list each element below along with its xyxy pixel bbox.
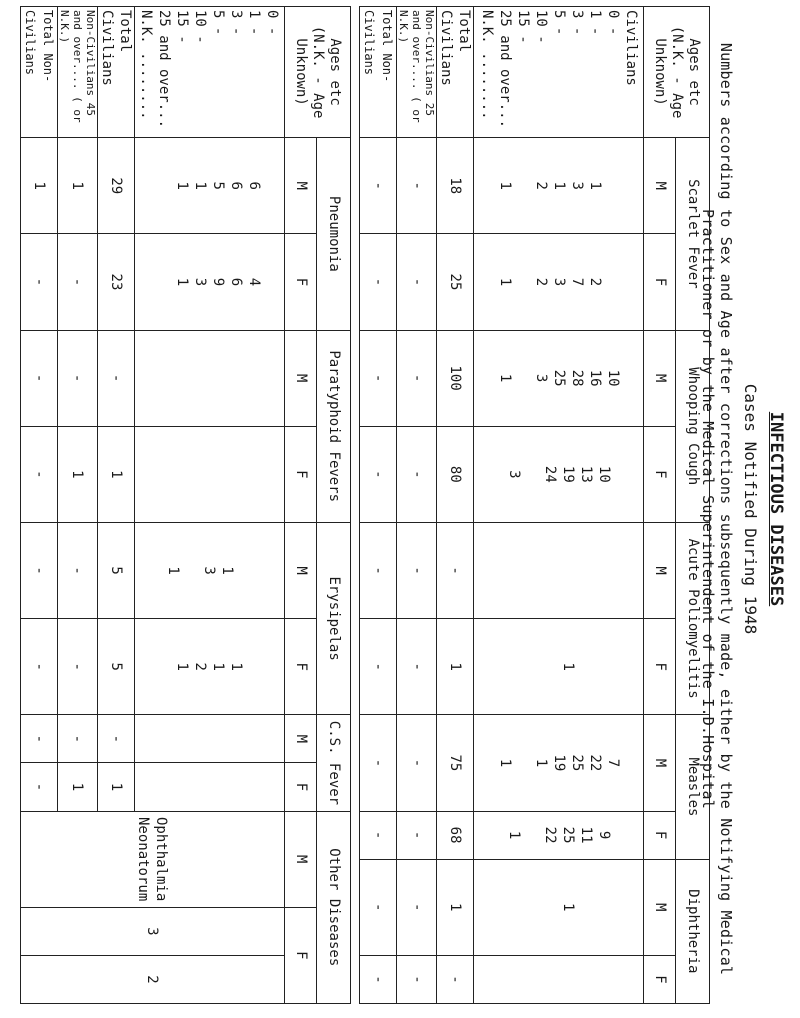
polio-m-ages xyxy=(474,522,644,618)
polio-m-total: - xyxy=(437,522,474,618)
sex-f: F xyxy=(285,907,317,1003)
erysipelas-m-ages: 1 3 1 xyxy=(135,522,285,618)
diphtheria-f-ages xyxy=(474,955,644,1003)
sex-m: M xyxy=(285,522,317,618)
infectious-diseases-table xyxy=(20,6,710,1004)
section2-age-rows xyxy=(135,7,285,1004)
sex-m: M xyxy=(285,715,317,763)
sex-f: F xyxy=(644,234,676,330)
diphtheria-f-nc: - xyxy=(397,955,437,1003)
polio-m-tnc: - xyxy=(360,522,397,618)
sex-m: M xyxy=(285,811,317,907)
diphtheria-f-tnc: - xyxy=(360,955,397,1003)
ophthalmia-neonatorum-label: Ophthalmia Neonatorum xyxy=(21,811,285,907)
section1-sex-row xyxy=(644,7,676,1004)
sex-m: M xyxy=(644,859,676,955)
scarlet-m-ages: 1 3 1 2 1 xyxy=(474,138,644,234)
sex-f: F xyxy=(644,811,676,859)
total-non-civilians-label: Total Non-Civilians xyxy=(360,7,397,138)
section1-total-civilians-row xyxy=(437,7,474,1004)
measles-f-total: 68 xyxy=(437,811,474,859)
scarlet-f-nc: - xyxy=(397,234,437,330)
scarlet-f-total: 25 xyxy=(437,234,474,330)
paratyphoid-f-ages xyxy=(135,426,285,522)
scarlet-m-total: 18 xyxy=(437,138,474,234)
paratyphoid-m-tnc: - xyxy=(21,330,58,426)
measles-m-tnc: - xyxy=(360,715,397,811)
measles-f-ages: 9 11 25 22 1 xyxy=(474,811,644,859)
erysipelas-m-total: 5 xyxy=(98,522,135,618)
sex-f: F xyxy=(644,619,676,715)
explanatory-note: Numbers according to Sex and Age after corrections subsequently made, either by the Notifying Medical Practitioner or by the Medical Superintendent of the I.D.Hospital xyxy=(699,42,735,976)
age-group-labels-2: 0 - 1 - 3 - 5 - 10 - 15 - 25 and over... N.K. ........ xyxy=(135,7,285,138)
erysipelas-f-total: 5 xyxy=(98,619,135,715)
sex-m: M xyxy=(644,522,676,618)
non-civilians-label: Non-Civilians 25 and over.... ( or N.K.) xyxy=(397,7,437,138)
diphtheria-m-tnc: - xyxy=(360,859,397,955)
erysipelas-f-tnc: - xyxy=(21,619,58,715)
diphtheria-m-ages: 1 xyxy=(474,859,644,955)
disease-whooping-cough: Whooping Cough xyxy=(676,330,710,522)
csfever-m-ages xyxy=(135,715,285,763)
whooping-m-ages: 10 16 28 25 3 1 xyxy=(474,330,644,426)
csfever-f-total: 1 xyxy=(98,763,135,811)
measles-m-total: 75 xyxy=(437,715,474,811)
main-title: INFECTIOUS DISEASES xyxy=(766,411,786,607)
subtitle: Cases Notified During 1948 xyxy=(741,383,760,635)
age-rows: 0 - 1 - 3 - 5 - 10 - 15 - 25 and over... N.K. ........ xyxy=(478,10,621,129)
sex-f: F xyxy=(285,619,317,715)
gap-cell xyxy=(351,7,360,1004)
sex-m: M xyxy=(285,330,317,426)
whooping-f-ages: 10 13 19 24 3 xyxy=(474,426,644,522)
csfever-m-nc: - xyxy=(58,715,98,763)
diphtheria-f-total: - xyxy=(437,955,474,1003)
polio-m-nc: - xyxy=(397,522,437,618)
csfever-f-tnc: - xyxy=(21,763,58,811)
pneumonia-m-tnc: 1 xyxy=(21,138,58,234)
section1-non-civilians-row xyxy=(397,7,437,1004)
pneumonia-m-total: 29 xyxy=(98,138,135,234)
whooping-m-total: 100 xyxy=(437,330,474,426)
erysipelas-f-nc: - xyxy=(58,619,98,715)
civilians-label: Civilians xyxy=(622,10,639,86)
paratyphoid-m-total: - xyxy=(98,330,135,426)
erysipelas-f-ages: 1 1 2 1 xyxy=(135,619,285,715)
sex-f: F xyxy=(285,234,317,330)
measles-m-nc: - xyxy=(397,715,437,811)
section2-disease-header-row xyxy=(317,7,351,1004)
other-m: 3 xyxy=(21,907,285,955)
pneumonia-m-ages: 6 6 5 1 1 xyxy=(135,138,285,234)
erysipelas-m-tnc: - xyxy=(21,522,58,618)
whooping-m-tnc: - xyxy=(360,330,397,426)
csfever-m-total: - xyxy=(98,715,135,763)
ages-header-2: Ages etc (N.K. - Age Unknown) xyxy=(285,7,351,138)
scarlet-m-tnc: - xyxy=(360,138,397,234)
sex-m: M xyxy=(644,138,676,234)
polio-f-total: 1 xyxy=(437,619,474,715)
disease-scarlet-fever: Scarlet Fever xyxy=(676,138,710,330)
sex-f: F xyxy=(644,955,676,1003)
total-non-civilians-label: Total Non-Civilians xyxy=(21,7,58,138)
total-civilians-label: Total Civilians xyxy=(98,7,135,138)
pneumonia-f-ages: 4 6 9 3 1 xyxy=(135,234,285,330)
diphtheria-m-total: 1 xyxy=(437,859,474,955)
paratyphoid-m-nc: - xyxy=(58,330,98,426)
csfever-f-ages xyxy=(135,763,285,811)
scarlet-m-nc: - xyxy=(397,138,437,234)
sex-m: M xyxy=(644,330,676,426)
sex-m: M xyxy=(644,715,676,811)
age-group-labels-1 xyxy=(474,7,644,138)
sex-f: F xyxy=(285,426,317,522)
pneumonia-m-nc: 1 xyxy=(58,138,98,234)
section1-disease-header-row xyxy=(676,7,710,1004)
whooping-f-total: 80 xyxy=(437,426,474,522)
whooping-f-tnc: - xyxy=(360,426,397,522)
non-civilians-label: Non-Civilians 45 and over.... ( or N.K.) xyxy=(58,7,98,138)
disease-cs-fever: C.S. Fever xyxy=(317,715,351,811)
disease-diphtheria: Diphtheria xyxy=(676,859,710,1003)
diphtheria-m-nc: - xyxy=(397,859,437,955)
pneumonia-f-nc: - xyxy=(58,234,98,330)
section2-sex-row xyxy=(285,7,317,1004)
ages-header-1: Ages etc (N.K. - Age Unknown) xyxy=(644,7,710,138)
disease-pneumonia: Pneumonia xyxy=(317,138,351,330)
measles-f-nc: - xyxy=(397,811,437,859)
paratyphoid-f-nc: 1 xyxy=(58,426,98,522)
section1-age-rows xyxy=(474,7,644,1004)
polio-f-tnc: - xyxy=(360,619,397,715)
paratyphoid-f-tnc: - xyxy=(21,426,58,522)
total-civilians-label: Total Civilians xyxy=(437,7,474,138)
polio-f-ages: 1 xyxy=(474,619,644,715)
csfever-f-nc: 1 xyxy=(58,763,98,811)
disease-acute-poliomyelitis: Acute Poliomyelitis xyxy=(676,522,710,714)
other-diseases-header: Other Diseases xyxy=(317,811,351,1003)
measles-m-ages: 7 22 25 19 1 1 xyxy=(474,715,644,811)
disease-paratyphoid-fevers: Paratyphoid Fevers xyxy=(317,330,351,522)
scarlet-f-tnc: - xyxy=(360,234,397,330)
pneumonia-f-tnc: - xyxy=(21,234,58,330)
paratyphoid-m-ages xyxy=(135,330,285,426)
whooping-f-nc: - xyxy=(397,426,437,522)
title-block xyxy=(699,0,790,1018)
polio-f-nc: - xyxy=(397,619,437,715)
erysipelas-m-nc: - xyxy=(58,522,98,618)
disease-erysipelas: Erysipelas xyxy=(317,522,351,714)
paratyphoid-f-total: 1 xyxy=(98,426,135,522)
pneumonia-f-total: 23 xyxy=(98,234,135,330)
csfever-m-tnc: - xyxy=(21,715,58,763)
sex-f: F xyxy=(285,763,317,811)
measles-f-tnc: - xyxy=(360,811,397,859)
section-gap xyxy=(351,7,360,1004)
section1-total-non-civilians-row xyxy=(360,7,397,1004)
sex-m: M xyxy=(285,138,317,234)
scarlet-f-ages: 2 7 3 2 1 xyxy=(474,234,644,330)
sex-f: F xyxy=(644,426,676,522)
other-f: 2 xyxy=(21,955,285,1003)
whooping-m-nc: - xyxy=(397,330,437,426)
disease-measles: Measles xyxy=(676,715,710,859)
